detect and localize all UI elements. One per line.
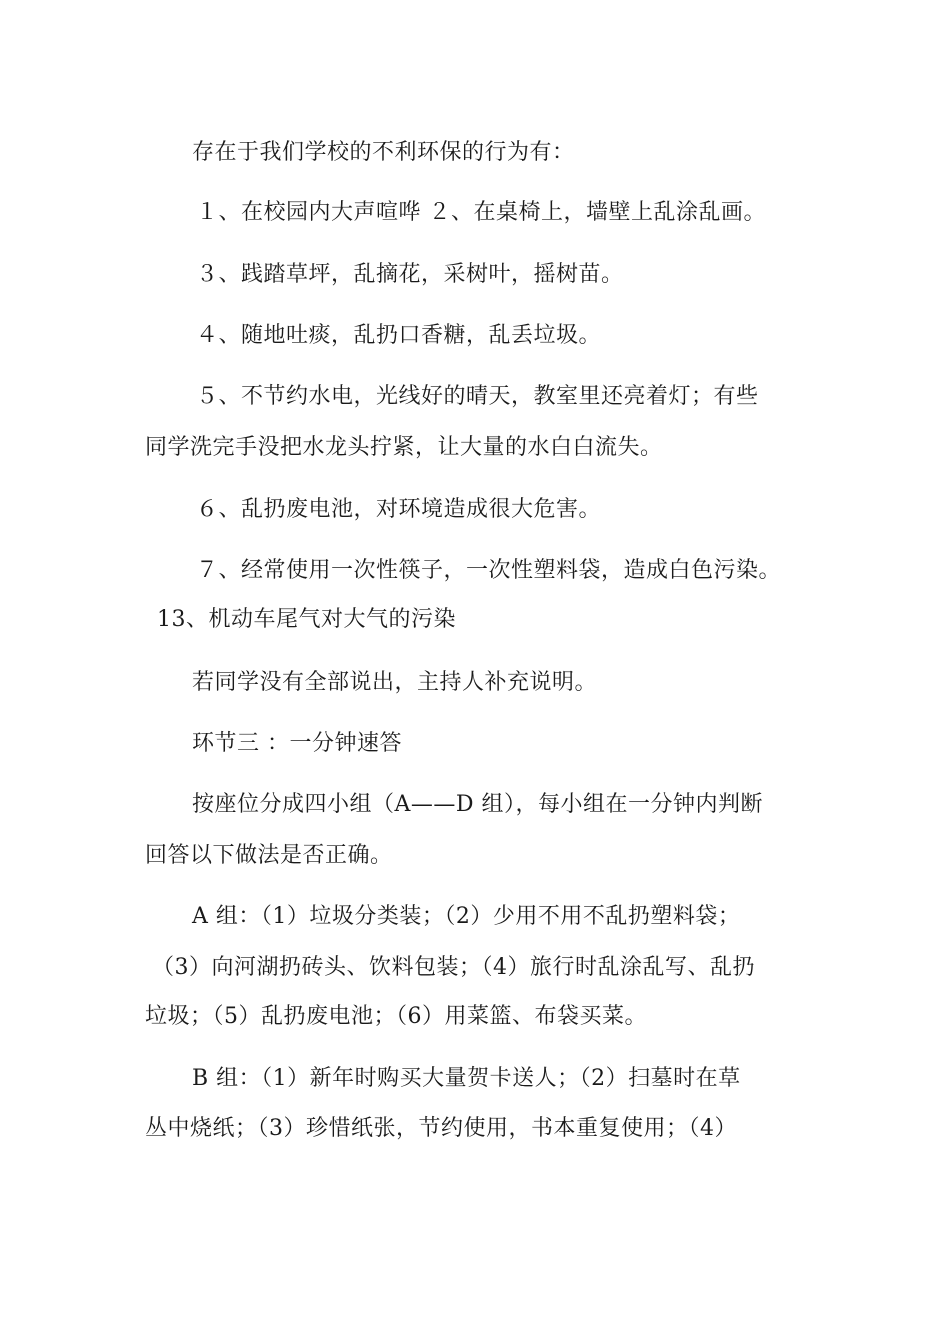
text-line: 垃圾；（5）乱扔废电池；（6）用菜篮、布袋买菜。 [145,1004,647,1029]
section-heading: 环节三 ：一分钟速答 [192,731,402,756]
list-item: 13、机动车尾气对大气的污染 [157,607,456,632]
text-line: 存在于我们学校的不利环保的行为有： [192,140,575,165]
list-item: ６、乱扔废电池，对环境造成很大危害。 [196,497,602,522]
list-item: ４、随地吐痰，乱扔口香糖，乱丢垃圾。 [196,323,602,348]
list-item: １、在校园内大声喧哗 ２、在桌椅上，墙壁上乱涂乱画。 [196,200,766,225]
list-item: ７、经常使用一次性筷子，一次性塑料袋，造成白色污染。 [196,558,782,583]
text-line: 同学洗完手没把水龙头拧紧，让大量的水白白流失。 [145,435,663,460]
text-line: 按座位分成四小组（A——D 组），每小组在一分钟内判断 [192,792,764,817]
list-item: ５、不节约水电，光线好的晴天，教室里还亮着灯；有些 [196,384,759,409]
text-line: 若同学没有全部说出，主持人补充说明。 [192,670,598,695]
text-line: B 组：（1）新年时购买大量贺卡送人；（2）扫墓时在草 [192,1066,741,1091]
text-line: 回答以下做法是否正确。 [145,843,393,868]
list-item: ３、践踏草坪，乱摘花，采树叶，摇树苗。 [196,262,624,287]
text-line: A 组：（1）垃圾分类装；（2）少用不用不乱扔塑料袋； [192,904,741,929]
text-line: 丛中烧纸；（3）珍惜纸张，节约使用，书本重复使用；（4） [145,1116,737,1141]
text-line: （3）向河湖扔砖头、饮料包装；（4）旅行时乱涂乱写、乱扔 [152,955,755,980]
